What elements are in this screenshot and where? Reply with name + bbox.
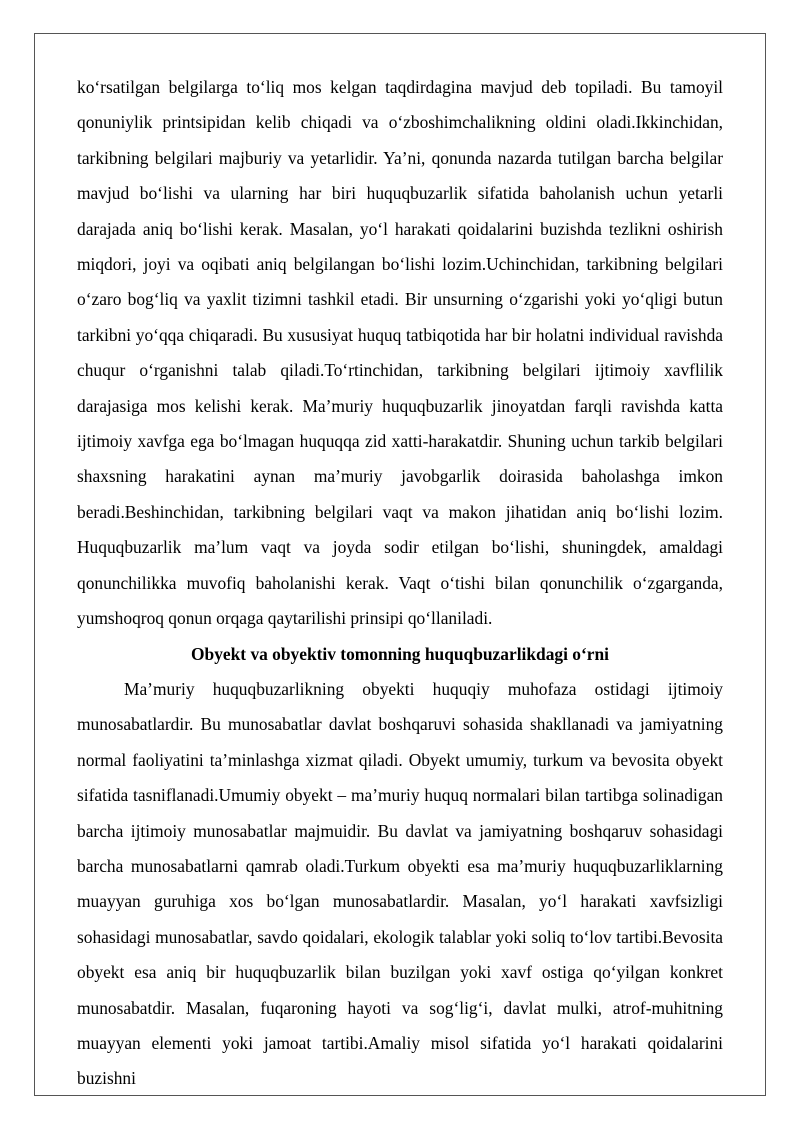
body-paragraph-object: Ma’muriy huquqbuzarlikning obyekti huquqiy muhofaza ostidagi ijtimoiy munosabatlardir. Bu munosabatlar davlat boshqaruvi sohasida shakllanadi va jamiyatning normal faoliyatini ta’minlashga xizmat qiladi. Obyekt umumiy, turkum va bevosita obyekt sifatida tasniflanadi.Umumiy obyekt – ma’muriy huquq normalari bilan tartibga solinadigan barcha ijtimoiy munosabatlar majmuidir. Bu davlat va jamiyatning boshqaruv sohasidagi barcha munosabatlarni qamrab oladi.Turkum obyekti esa ma’muriy huquqbuzarliklarning muayyan guruhiga xos bo‘lgan munosabatlardir. Masalan, yo‘l harakati xavfsizligi sohasidagi munosabatlar, savdo qoidalari, ekologik talablar yoki soliq to‘lov tartibi.Bevosita obyekt esa aniq bir huquqbuzarlik bilan buzilgan yoki xavf ostiga qo‘yilgan konkret munosabatdir. Masalan, fuqaroning hayoti va sog‘lig‘i, davlat mulki, atrof-muhitning muayyan elementi yoki jamoat tartibi.Amaliy misol sifatida yo‘l harakati qoidalarini buzishni — [77, 678, 723, 1089]
section-heading: Obyekt va obyektiv tomonning huquqbuzarlikdagi o‘rni — [191, 643, 609, 664]
body-paragraph-criteria: ko‘rsatilgan belgilarga to‘liq mos kelgan taqdirdagina mavjud deb topiladi. Bu tamoyil qonuniylik printsipidan kelib chiqadi va o‘zboshimchalikning oldini oladi.Ikkinchidan, tarkibning belgilari majburiy va yetarlidir. Ya’ni, qonunda nazarda tutilgan barcha belgilar mavjud bo‘lishi va ularning har biri huquqbuzarlik sifatida baholanish uchun yetarli darajada aniq bo‘lishi kerak. Masalan, yo‘l harakati qoidalarini buzishda tezlikni oshirish miqdori, joyi va oqibati aniq belgilangan bo‘lishi lozim.Uchinchidan, tarkibning belgilari o‘zaro bog‘liq va yaxlit tizimni tashkil etadi. Bir unsurning o‘zgarishi yoki yo‘qligi butun tarkibni yo‘qqa chiqaradi. Bu xususiyat huquq tatbiqotida har bir holatni individual ravishda chuqur o‘rganishni talab qiladi.To‘rtinchidan, tarkibning belgilari ijtimoiy xavflilik darajasiga mos kelishi kerak. Ma’muriy huquqbuzarlik jinoyatdan farqli ravishda katta ijtimoiy xavfga ega bo‘lmagan huquqqa zid xatti-harakatdir. Shuning uchun tarkib belgilari shaxsning harakatini aynan ma’muriy javobgarlik doirasida baholashga imkon beradi.Beshinchidan, tarkibning belgilari vaqt va makon jihatidan aniq bo‘lishi lozim. Huquqbuzarlik ma’lum vaqt va joyda sodir etilgan bo‘lishi, shuningdek, amaldagi qonunchilikka muvofiq baholanishi kerak. Vaqt o‘tishi bilan qonunchilik o‘zgarganda, yumshoqroq qonun orqaga qaytarilishi prinsipi qo‘llaniladi. — [77, 77, 723, 629]
document-body — [77, 70, 723, 1097]
